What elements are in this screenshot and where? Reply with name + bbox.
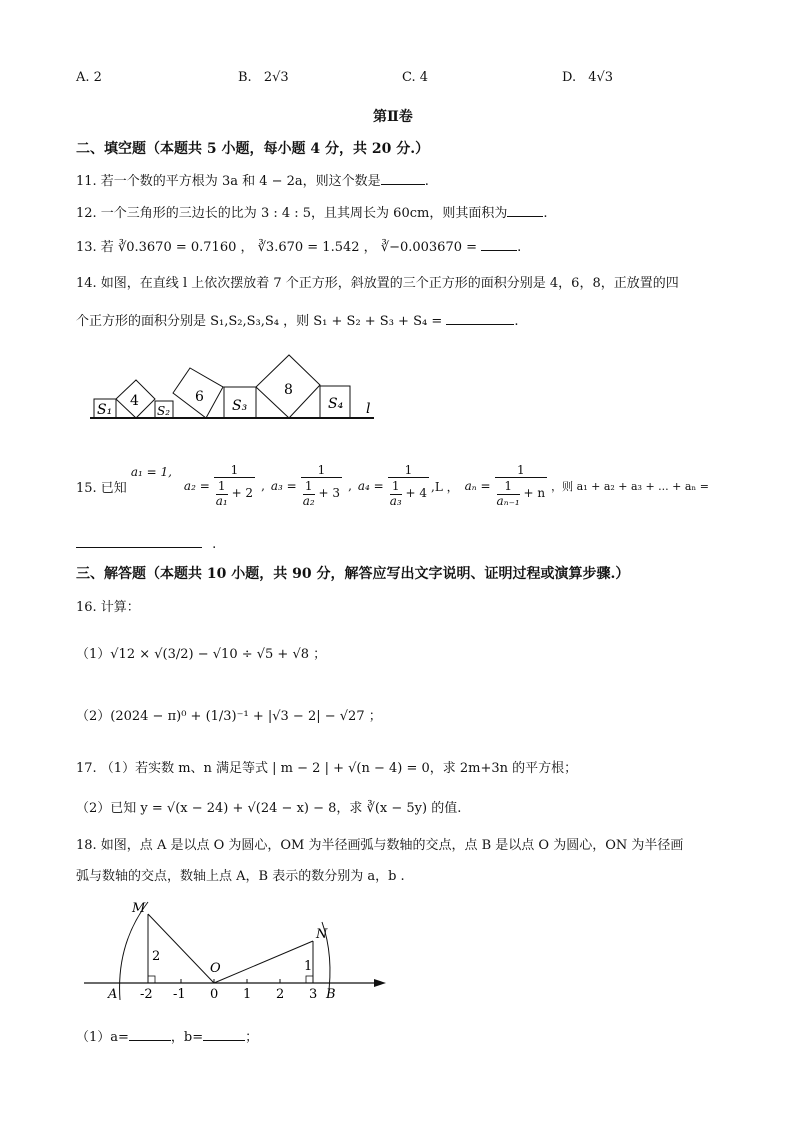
- q13-expr-3: ∛−0.003670 =: [380, 240, 478, 255]
- answer-blank[interactable]: [507, 204, 543, 217]
- question-18-line-1: 18. 如图，点 A 是以点 O 为圆心，OM 为半径画弧与数轴的交点，点 B 是以点 O 为圆心，ON 为半径画: [76, 838, 684, 853]
- tick-label-2: 2: [276, 987, 285, 1002]
- q15-a1: a₁ = 1,: [130, 465, 172, 479]
- q15-prefix: 15. 已知: [76, 480, 127, 496]
- label-m: M: [132, 901, 146, 916]
- q15-a4-lhs: a₄ =: [357, 479, 384, 493]
- q18-sub1-mid: ，b=: [170, 1030, 204, 1045]
- q14-tail: .: [514, 314, 519, 329]
- q12-tail: .: [543, 206, 548, 221]
- numerator: 1: [517, 463, 525, 478]
- tick-label-minus-2: -2: [140, 987, 153, 1002]
- q13-expr-2: ∛3.670 = 1.542: [257, 240, 360, 255]
- q15-a3-fraction: [301, 464, 342, 508]
- option-d: [562, 70, 613, 85]
- q15-tail2: .: [212, 537, 217, 552]
- section2-title: 二、填空题（本题共 5 小题，每小题 4 分，共 20 分.）: [76, 141, 430, 157]
- tick-label-0: 0: [210, 987, 219, 1002]
- label-s2: S₂: [157, 404, 171, 418]
- denominator: $\frac{1}{\text{a₁}}$ + 2: [215, 479, 254, 508]
- answer-blank[interactable]: [446, 312, 514, 325]
- numerator: 1: [230, 463, 239, 478]
- q13-prefix: 13. 若: [76, 240, 114, 255]
- q11-tail: .: [424, 174, 429, 189]
- volume-title: 第Ⅱ卷: [373, 109, 413, 125]
- label-s1: S₁: [97, 402, 113, 418]
- answer-blank[interactable]: [381, 172, 425, 185]
- option-c: C. 4: [402, 70, 429, 85]
- option-d-label: D.: [562, 70, 577, 85]
- option-d-value: 4√3: [588, 70, 614, 85]
- q18-sub1-tail: ；: [245, 1030, 259, 1045]
- label-s3: S₃: [232, 398, 248, 414]
- q13-expr-1: ∛0.3670 = 0.7160: [117, 240, 237, 255]
- q11-text: 11. 若一个数的平方根为 3a 和 4 − 2a，则这个数是: [76, 174, 381, 189]
- arc-through-m: [120, 902, 148, 1000]
- question-17-part-2: （2）已知 y = √(x − 24) + √(24 − x) − 8，求 ∛(x − 5y) 的值.: [76, 801, 462, 816]
- question-14-line-2: [76, 310, 519, 329]
- section3-title: 三、解答题（本题共 10 小题，共 90 分，解答应写出文字说明、证明过程或演算步骤.）: [76, 566, 630, 582]
- option-b-label: B.: [238, 70, 252, 85]
- answer-blank[interactable]: [76, 535, 202, 548]
- tick-label-3: 3: [309, 987, 318, 1002]
- q15-ellipsis: ,L ，: [431, 479, 459, 494]
- option-b: [238, 70, 289, 85]
- option-a: A. 2: [76, 70, 102, 85]
- question-14-line-1: 14. 如图，在直线 l 上依次摆放着 7 个正方形，斜放置的三个正方形的面积分别是 4，6，8，正放置的四: [76, 276, 679, 291]
- answer-blank[interactable]: [203, 1028, 245, 1041]
- label-l: l: [366, 401, 371, 417]
- number-line-figure: [76, 894, 396, 1006]
- right-angle-right: [306, 976, 313, 983]
- question-16-part-2: （2）(2024 − π)⁰ + (1/3)⁻¹ + |√3 − 2| − √27 ；: [76, 709, 382, 724]
- question-18-line-2: 弧与数轴的交点，数轴上点 A，B 表示的数分别为 a，b .: [76, 869, 405, 884]
- question-17-part-1: 17. （1）若实数 m、n 满足等式 | m − 2 | + √(n − 4) = 0，求 2m+3n 的平方根；: [76, 761, 578, 776]
- numerator: 1: [317, 463, 326, 478]
- denominator: $\frac{1}{\text{a₂}}$ + 3: [302, 479, 341, 508]
- denominator: $\frac{1}{\text{aₙ₋₁}}$ + n: [496, 479, 546, 508]
- tick-label-minus-1: -1: [173, 987, 186, 1002]
- question-18-sub-1: [76, 1026, 258, 1045]
- label-6: 6: [195, 389, 204, 405]
- question-15-answer-line: [76, 535, 216, 552]
- tick-label-1: 1: [243, 987, 252, 1002]
- label-s4: S₄: [328, 396, 344, 412]
- answer-blank[interactable]: [129, 1028, 171, 1041]
- question-11: [76, 170, 429, 189]
- q15-a2-lhs: a₂ =: [183, 479, 210, 493]
- question-16-title: 16. 计算：: [76, 600, 140, 615]
- numerator: 1: [404, 463, 413, 478]
- right-angle-left: [148, 976, 155, 983]
- question-12: [76, 202, 547, 221]
- q18-sub1-text: （1）a=: [76, 1030, 129, 1045]
- label-8: 8: [284, 382, 293, 398]
- q15-an-fraction: [495, 464, 548, 508]
- q15-a4-fraction: [388, 464, 429, 508]
- option-b-value: 2√3: [263, 70, 289, 85]
- label-n: N: [316, 927, 328, 942]
- q13-tail: .: [517, 240, 522, 255]
- label-height-2: 2: [152, 949, 161, 964]
- label-height-1: 1: [304, 959, 313, 974]
- question-16-part-1: （1）√12 × √(3/2) − √10 ÷ √5 + √8 ；: [76, 647, 327, 662]
- q15-a3-lhs: a₃ =: [270, 479, 297, 493]
- denominator: $\frac{1}{\text{a₃}}$ + 4: [389, 479, 428, 508]
- q12-text: 12. 一个三角形的三边长的比为 3 : 4 : 5，且其周长为 60cm，则其面积为: [76, 206, 508, 221]
- label-a: A: [108, 987, 118, 1002]
- axis-arrow: [374, 979, 386, 987]
- label-b: B: [326, 987, 336, 1002]
- label-4: 4: [130, 393, 139, 409]
- q15-an-lhs: aₙ =: [464, 479, 491, 493]
- q15-tail: ，则 a₁ + a₂ + a₃ + ... + aₙ =: [551, 480, 709, 493]
- label-o: O: [210, 961, 221, 976]
- question-15: 15. 已知 a₁ = 1, a₂ = 1 $\frac{1}{\text{a₁}}$ + 2 , a₃ = 1 $\frac{1}{\text{a₂}}$ + 3 , a₄ = 1 $\frac{1}{\text{a₃}}$ + 4 ,L ， aₙ = 1 $\frac{1}{\text{aₙ₋₁}}$ + n ，则 a₁ + a₂ + a₃ + ... + aₙ =: [76, 463, 709, 508]
- q15-a2-fraction: [214, 464, 255, 508]
- answer-blank[interactable]: [481, 238, 517, 251]
- segment-on: [214, 941, 313, 983]
- question-13: 13. 若 ∛0.3670 = 0.7160 ， ∛3.670 = 1.542 ， ∛−0.003670 = .: [76, 240, 522, 255]
- squares-figure: [84, 348, 384, 424]
- q14-line2-text: 个正方形的面积分别是 S₁,S₂,S₃,S₄ ，则 S₁ + S₂ + S₃ + S₄ =: [76, 314, 443, 329]
